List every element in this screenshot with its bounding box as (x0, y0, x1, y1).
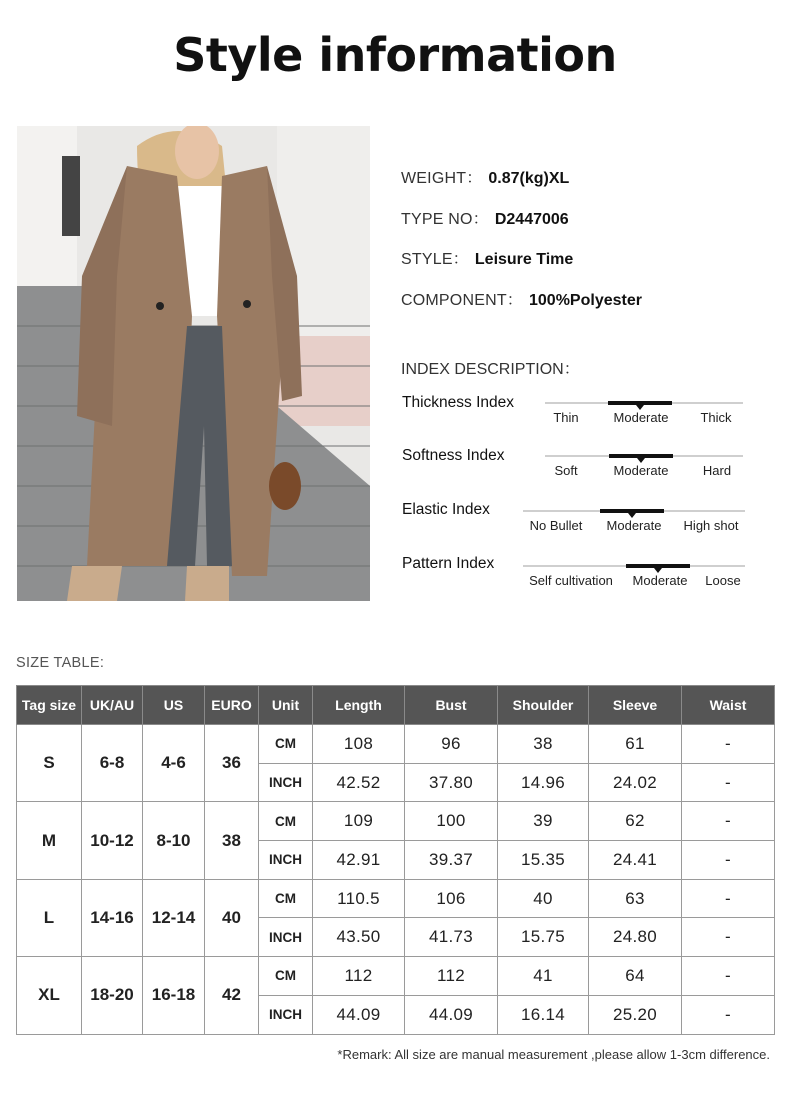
waist-cell: - (682, 802, 775, 841)
table-row (17, 957, 775, 996)
euro-cell: 42 (205, 957, 259, 1034)
shoulder-cell: 15.35 (498, 841, 589, 880)
length-cell: 44.09 (313, 995, 405, 1034)
length-cell: 110.5 (313, 879, 405, 918)
thickness-option-low: Thin (553, 410, 579, 425)
unit-cell: INCH (259, 918, 313, 957)
size-table (16, 685, 775, 1035)
softness-option-high: Hard (702, 463, 732, 478)
bust-cell: 37.80 (405, 763, 498, 802)
sleeve-cell: 24.41 (589, 841, 682, 880)
sleeve-cell: 63 (589, 879, 682, 918)
header-waist: Waist (682, 686, 775, 725)
us-cell: 8-10 (143, 802, 205, 879)
size-remark: *Remark: All size are manual measurement ,please allow 1-3cm difference. (337, 1047, 770, 1062)
thickness-index-label: Thickness Index (402, 394, 514, 411)
style-key: STYLE： (401, 251, 469, 268)
waist-cell: - (682, 918, 775, 957)
header-us: US (143, 686, 205, 725)
waist-cell: - (682, 725, 775, 764)
style-value: Leisure Time (474, 251, 574, 268)
bust-cell: 41.73 (405, 918, 498, 957)
tag-size-cell: S (17, 725, 82, 802)
euro-cell: 38 (205, 802, 259, 879)
tag-size-cell: M (17, 802, 82, 879)
length-cell: 108 (313, 725, 405, 764)
type-row (401, 206, 569, 229)
thickness-option-mid: Moderate (613, 410, 669, 425)
waist-cell: - (682, 957, 775, 996)
elastic-index-label: Elastic Index (402, 501, 490, 518)
bust-cell: 96 (405, 725, 498, 764)
header-shoulder: Shoulder (498, 686, 589, 725)
bust-cell: 44.09 (405, 995, 498, 1034)
bust-cell: 100 (405, 802, 498, 841)
component-value: 100%Polyester (529, 292, 642, 309)
table-row (17, 802, 775, 841)
unit-cell: INCH (259, 995, 313, 1034)
type-key: TYPE NO： (401, 211, 489, 228)
length-cell: 109 (313, 802, 405, 841)
bust-cell: 112 (405, 957, 498, 996)
header-sleeve: Sleeve (589, 686, 682, 725)
elastic-index-scale (523, 507, 745, 537)
header-unit: Unit (259, 686, 313, 725)
unit-cell: CM (259, 802, 313, 841)
bust-cell: 39.37 (405, 841, 498, 880)
weight-key: WEIGHT： (401, 170, 483, 187)
us-cell: 4-6 (143, 725, 205, 802)
type-value: D2447006 (494, 211, 569, 228)
us-cell: 12-14 (143, 879, 205, 956)
unit-cell: INCH (259, 841, 313, 880)
waist-cell: - (682, 995, 775, 1034)
elastic-option-mid: Moderate (606, 518, 662, 533)
shoulder-cell: 40 (498, 879, 589, 918)
style-row (401, 246, 573, 269)
header-uk-au: UK/AU (82, 686, 143, 725)
pattern-index-label: Pattern Index (402, 555, 495, 572)
us-cell: 16-18 (143, 957, 205, 1034)
length-cell: 43.50 (313, 918, 405, 957)
shoulder-cell: 38 (498, 725, 589, 764)
header-bust: Bust (405, 686, 498, 725)
index-description-heading: INDEX DESCRIPTION： (401, 361, 580, 378)
pattern-option-mid: Moderate (632, 573, 688, 588)
elastic-option-low: No Bullet (529, 518, 583, 533)
uk-au-cell: 10-12 (82, 802, 143, 879)
length-cell: 42.91 (313, 841, 405, 880)
shoulder-cell: 15.75 (498, 918, 589, 957)
euro-cell: 40 (205, 879, 259, 956)
softness-index-scale (545, 452, 743, 482)
weight-row (401, 165, 569, 188)
sleeve-cell: 62 (589, 802, 682, 841)
thickness-option-high: Thick (700, 410, 732, 425)
sleeve-cell: 61 (589, 725, 682, 764)
bust-cell: 106 (405, 879, 498, 918)
thickness-index-scale (545, 399, 743, 429)
unit-cell: CM (259, 725, 313, 764)
waist-cell: - (682, 879, 775, 918)
sleeve-cell: 24.80 (589, 918, 682, 957)
size-table-heading: SIZE TABLE: (16, 655, 105, 671)
sleeve-cell: 25.20 (589, 995, 682, 1034)
header-tag-size: Tag size (17, 686, 82, 725)
shoulder-cell: 16.14 (498, 995, 589, 1034)
uk-au-cell: 18-20 (82, 957, 143, 1034)
uk-au-cell: 14-16 (82, 879, 143, 956)
component-row (401, 287, 642, 310)
softness-option-low: Soft (554, 463, 578, 478)
weight-value: 0.87(kg)XL (488, 170, 570, 187)
shoulder-cell: 14.96 (498, 763, 589, 802)
pattern-index-scale (523, 562, 745, 592)
table-row (17, 725, 775, 764)
tag-size-cell: XL (17, 957, 82, 1034)
tag-size-cell: L (17, 879, 82, 956)
header-euro: EURO (205, 686, 259, 725)
header-length: Length (313, 686, 405, 725)
sleeve-cell: 64 (589, 957, 682, 996)
length-cell: 42.52 (313, 763, 405, 802)
shoulder-cell: 41 (498, 957, 589, 996)
elastic-option-high: High shot (683, 518, 739, 533)
table-header-row (17, 686, 775, 725)
unit-cell: CM (259, 879, 313, 918)
pattern-option-low: Self cultivation (529, 573, 613, 588)
softness-index-label: Softness Index (402, 447, 505, 464)
unit-cell: INCH (259, 763, 313, 802)
shoulder-cell: 39 (498, 802, 589, 841)
table-row (17, 879, 775, 918)
waist-cell: - (682, 841, 775, 880)
waist-cell: - (682, 763, 775, 802)
component-key: COMPONENT： (401, 292, 523, 309)
euro-cell: 36 (205, 725, 259, 802)
product-photo (17, 126, 370, 601)
uk-au-cell: 6-8 (82, 725, 143, 802)
unit-cell: CM (259, 957, 313, 996)
pattern-option-high: Loose (705, 573, 741, 588)
softness-option-mid: Moderate (613, 463, 669, 478)
length-cell: 112 (313, 957, 405, 996)
page-title: Style information (173, 28, 617, 82)
sleeve-cell: 24.02 (589, 763, 682, 802)
